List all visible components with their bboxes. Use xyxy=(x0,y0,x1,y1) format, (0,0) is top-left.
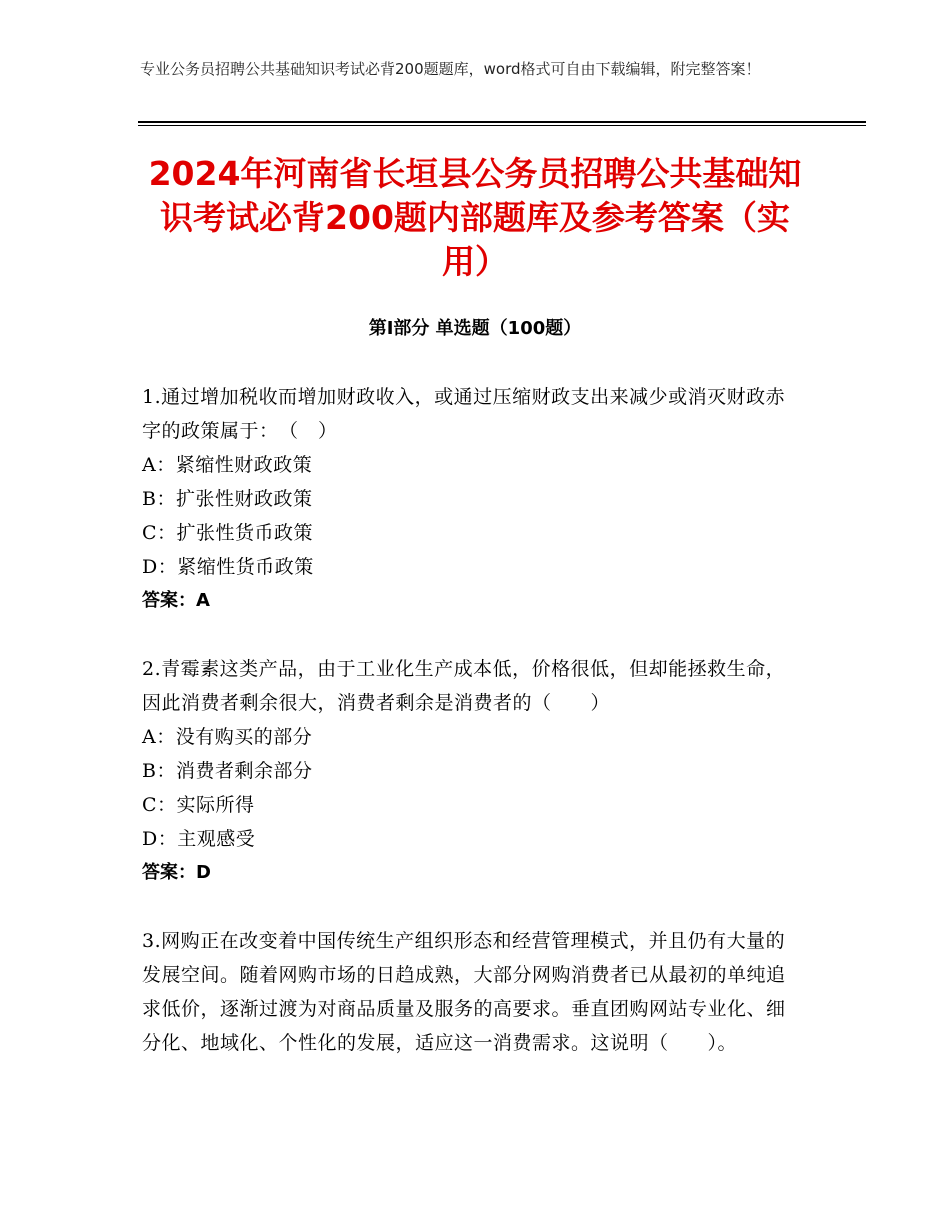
document-title: 2024年河南省长垣县公务员招聘公共基础知识考试必背200题内部题库及参考答案（实用） xyxy=(148,154,802,281)
header-note: 专业公务员招聘公共基础知识考试必背200题题库，word格式可自由下载编辑，附完整答案！ xyxy=(140,60,761,78)
question-1 xyxy=(142,380,802,618)
option-c: C：扩张性货币政策 xyxy=(142,522,314,544)
question-list xyxy=(142,380,802,1094)
header-divider-thin xyxy=(138,125,866,126)
question-stem: 2.青霉素这类产品，由于工业化生产成本低，价格很低，但却能拯救生命，因此消费者剩余很大，消费者剩余是消费者的（ ） xyxy=(142,658,786,714)
answer: 答案：A xyxy=(142,590,210,611)
question-3 xyxy=(142,924,802,1060)
option-a: A：没有购买的部分 xyxy=(142,726,313,748)
option-b: B：扩张性财政政策 xyxy=(142,488,313,510)
option-b: B：消费者剩余部分 xyxy=(142,760,313,782)
option-c: C：实际所得 xyxy=(142,794,255,816)
answer: 答案：D xyxy=(142,862,211,883)
option-d: D：紧缩性货币政策 xyxy=(142,556,314,578)
section-heading: 第Ⅰ部分 单选题（100题） xyxy=(368,318,582,339)
question-2 xyxy=(142,652,802,890)
option-a: A：紧缩性财政政策 xyxy=(142,454,313,476)
question-stem: 3.网购正在改变着中国传统生产组织形态和经营管理模式，并且仍有大量的发展空间。随着网购市场的日趋成熟，大部分网购消费者已从最初的单纯追求低价，逐渐过渡为对商品质量及服务的高要求。垂直团购网站专业化、细分化、地域化、个性化的发展，适应这一消费需求。这说明（ ）。 xyxy=(142,930,786,1054)
option-d: D：主观感受 xyxy=(142,828,256,850)
question-stem: 1.通过增加税收而增加财政收入，或通过压缩财政支出来减少或消灭财政赤字的政策属于： （ ） xyxy=(142,386,786,442)
header-divider xyxy=(138,121,866,123)
